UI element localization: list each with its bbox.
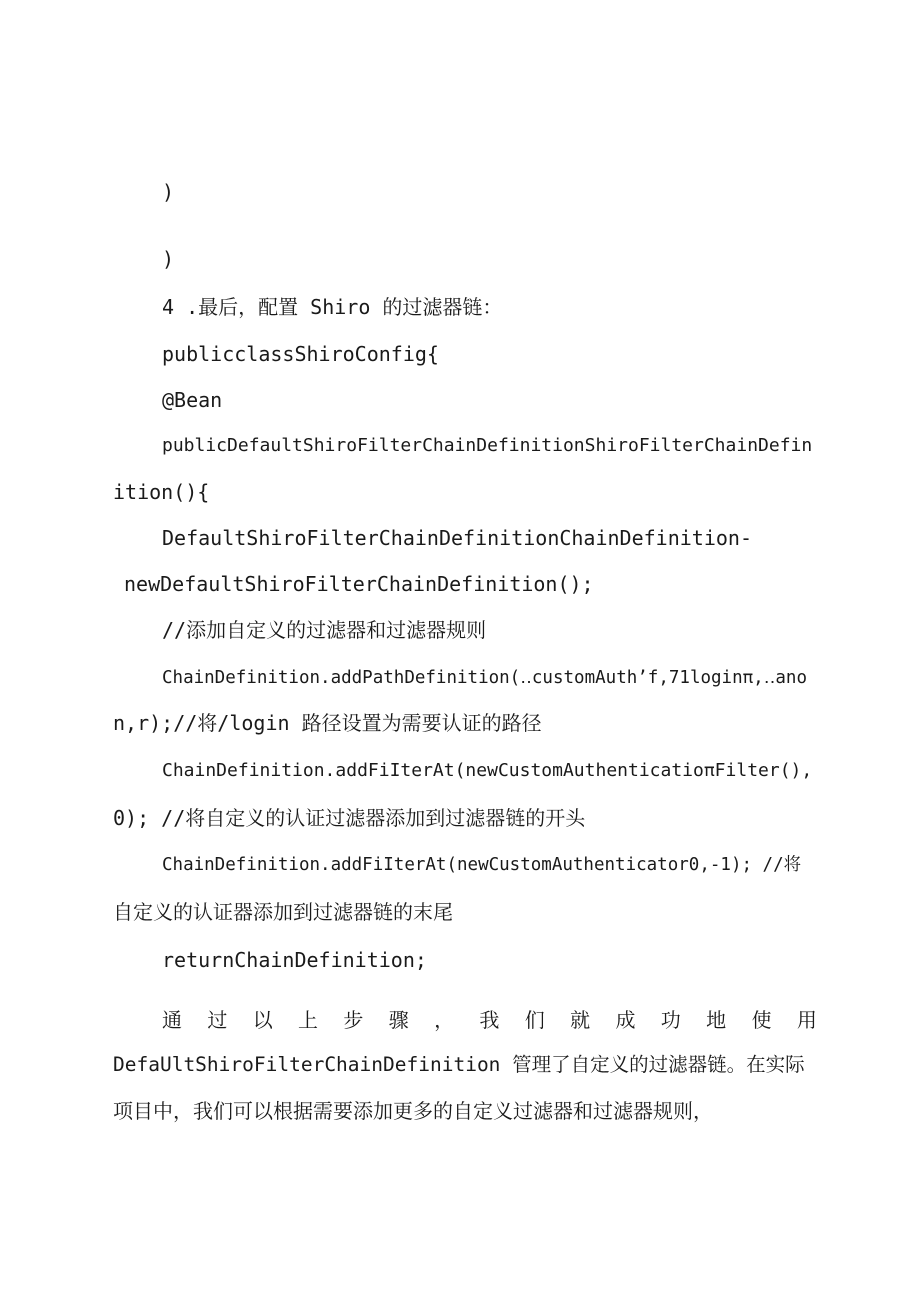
- code-line: n,r);//将/login 路径设置为需要认证的路径: [113, 711, 542, 735]
- summary-char: 功: [660, 1008, 681, 1032]
- code-line: @Bean: [162, 388, 223, 412]
- summary-line: 项目中，我们可以根据需要添加更多的自定义过滤器和过滤器规则，: [113, 1099, 713, 1123]
- summary-char: 们: [524, 1008, 545, 1032]
- code-line: ition(){: [113, 480, 210, 504]
- code-comment: //添加自定义的过滤器和过滤器规则: [162, 618, 487, 642]
- code-line: DefaultShiroFilterChainDefinitionChainDefinition-: [162, 526, 753, 550]
- closing-brace-1: ): [162, 180, 175, 204]
- code-line: publicDefaultShiroFilterChainDefinitionShiroFilterChainDefin: [162, 435, 813, 456]
- summary-char: 以: [252, 1008, 273, 1032]
- step-4-heading: 4 .最后，配置 Shiro 的过滤器链：: [162, 295, 503, 319]
- summary-char: 就: [570, 1008, 591, 1032]
- code-line: 自定义的认证器添加到过滤器链的末尾: [113, 900, 453, 924]
- summary-char: 使: [751, 1008, 772, 1032]
- code-line: newDefaultShiroFilterChainDefinition();: [124, 572, 594, 596]
- code-line: returnChainDefinition;: [162, 948, 427, 972]
- code-line: 0); //将自定义的认证过滤器添加到过滤器链的开头: [113, 806, 586, 830]
- summary-char: ，: [434, 1008, 455, 1032]
- summary-char: 步: [343, 1008, 364, 1032]
- summary-char: 上: [298, 1008, 319, 1032]
- code-line: publicclassShiroConfig{: [162, 342, 439, 366]
- summary-line: DefaUltShiroFilterChainDefinition 管理了自定义的过滤器链。在实际: [113, 1053, 805, 1076]
- code-line: ChainDefinition.addFiIterAt(newCustomAuthenticatioπFilter(),: [162, 760, 813, 781]
- summary-char: 过: [207, 1008, 228, 1032]
- summary-char: 成: [615, 1008, 636, 1032]
- summary-line-spaced: [162, 1006, 817, 1034]
- code-line: ChainDefinition.addFiIterAt(newCustomAuthenticator0,-1); //将: [162, 855, 802, 875]
- summary-char: 我: [479, 1008, 500, 1032]
- summary-char: 地: [706, 1008, 727, 1032]
- summary-char: 用: [796, 1008, 817, 1032]
- closing-brace-2: ): [162, 247, 175, 271]
- summary-char: 骤: [388, 1008, 409, 1032]
- code-line: ChainDefinition.addPathDefinition(‥customAuth’f,71loginπ,‥ano: [162, 668, 807, 688]
- summary-char: 通: [162, 1008, 182, 1032]
